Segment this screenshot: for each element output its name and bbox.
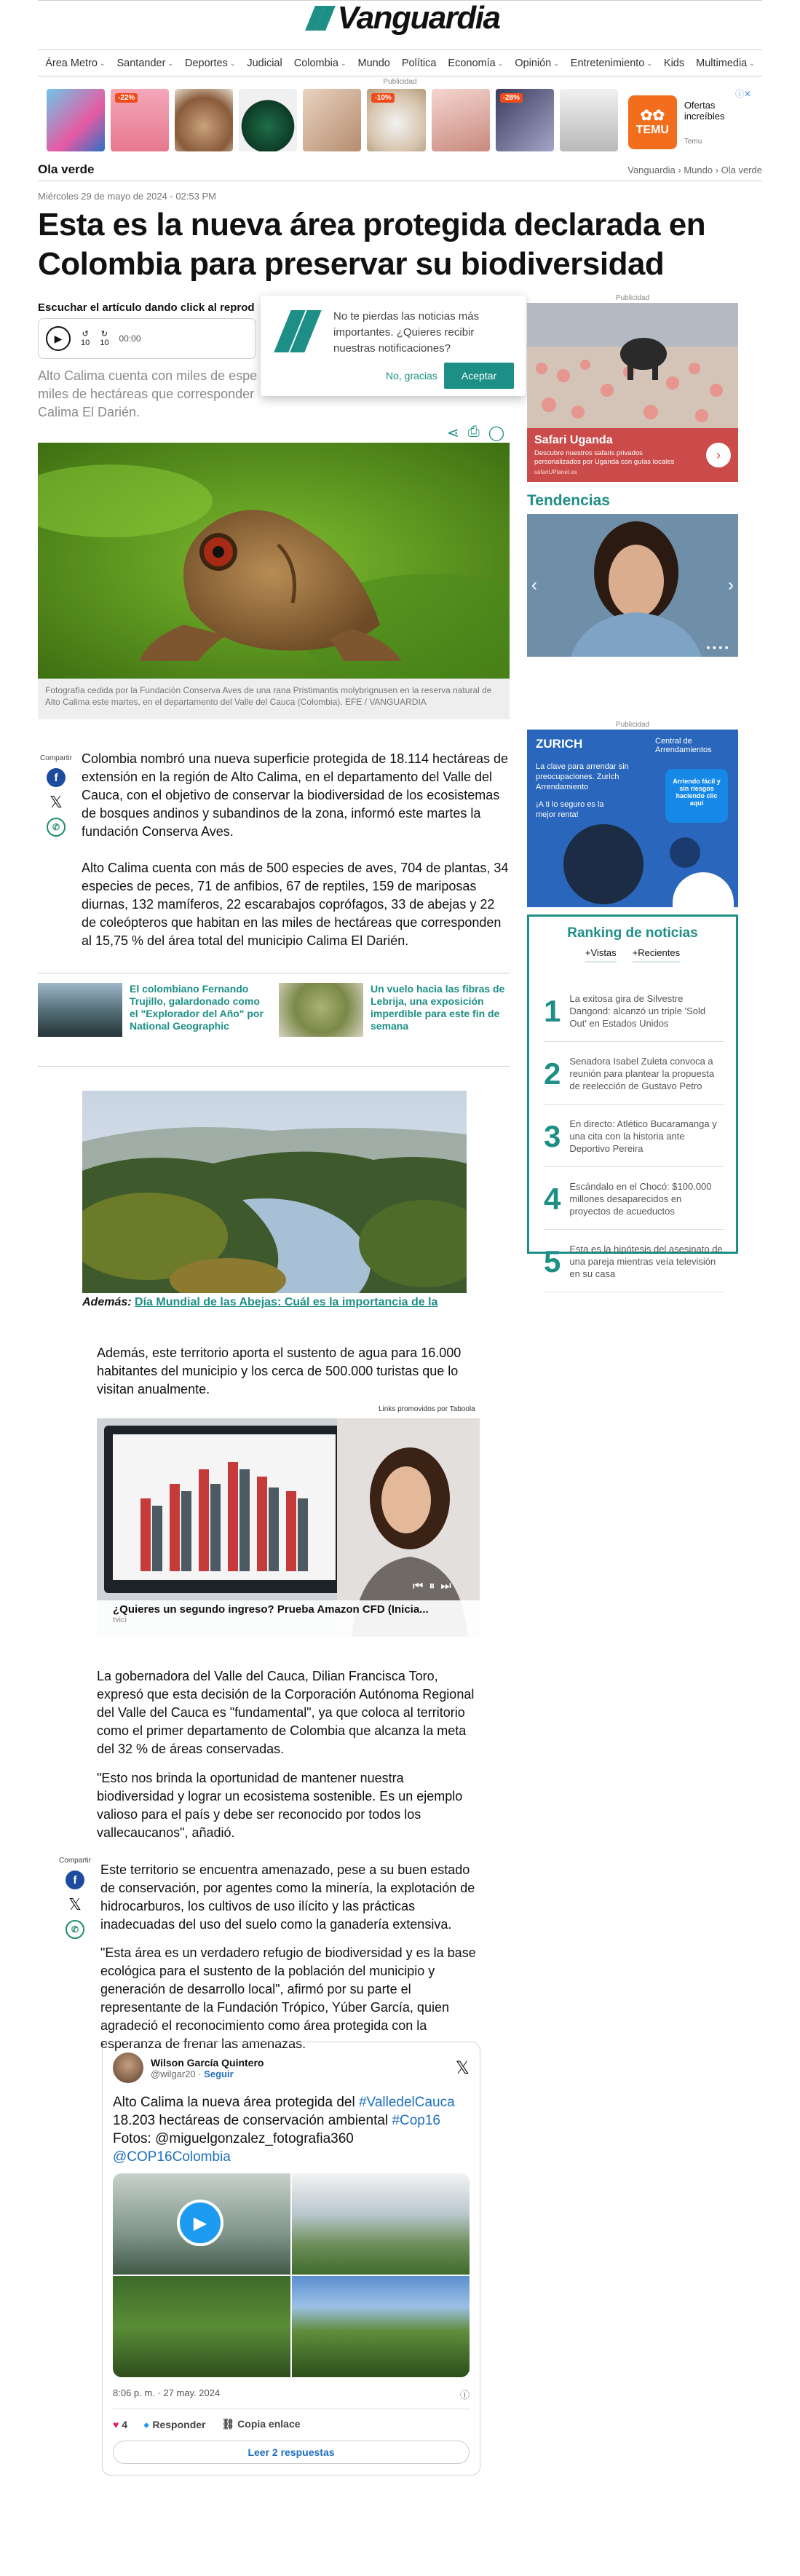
carousel-prev-icon[interactable]: ‹ — [531, 575, 537, 595]
carousel-dots[interactable]: ●●●● — [706, 644, 731, 651]
hashtag-link[interactable]: #Cop16 — [392, 2113, 440, 2128]
read-replies-button[interactable]: Leer 2 respuestas — [113, 2441, 470, 2464]
info-icon[interactable]: ⓘ — [459, 2390, 470, 2401]
zurich-decoration — [670, 837, 700, 868]
article-title: Esta es la nueva área protegida declarada en Colombia para preservar su biodiversidad — [38, 207, 706, 282]
ad-product-image[interactable] — [239, 89, 297, 151]
trends-carousel[interactable] — [527, 514, 738, 657]
ranking-number: 1 — [544, 993, 561, 1028]
share-column — [40, 754, 72, 837]
promo-title[interactable]: ¿Quieres un segundo ingreso? Prueba Amazon CFD (Inicia... — [113, 1603, 429, 1616]
ad-brand-sub: Temu — [684, 137, 702, 146]
chevron-down-icon: ⌄ — [340, 59, 346, 67]
ranking-number: 5 — [544, 1244, 561, 1279]
adchoices-icon[interactable]: ⓘ✕ — [735, 89, 752, 99]
nav-item[interactable]: Judicial — [247, 58, 282, 69]
nav-item[interactable]: Opinión ⌄ — [515, 58, 559, 69]
promoted-video[interactable] — [97, 1418, 480, 1637]
ademas-link[interactable]: Día Mundial de las Abejas: Cuál es la importancia de la — [135, 1296, 438, 1308]
link-icon: ⛓ — [221, 2418, 235, 2430]
ranking-item[interactable] — [544, 1231, 724, 1292]
x-twitter-icon[interactable]: 𝕏 — [68, 1895, 82, 1913]
tweet-time[interactable]: 8:06 p. m. · 27 may. 2024 — [113, 2387, 221, 2398]
zurich-decoration — [673, 872, 734, 907]
main-photo — [38, 443, 510, 679]
discount-badge: -10% — [371, 93, 394, 103]
facebook-icon[interactable]: f — [66, 1870, 84, 1889]
zurich-cta: ¡A ti lo seguro es la mejor renta! — [536, 800, 604, 819]
rewind-10-button[interactable]: ↺ 10 — [81, 329, 90, 347]
paragraph: Además, este territorio aporta el sustento de agua para 16.000 habitantes del municipio y los cerca de 500.000 turistas que lo visitan anualmente. — [97, 1346, 462, 1396]
paragraph: La gobernadora del Valle del Cauca, Dilian Francisca Toro, expresó que esta decisión de la Corporación Autónoma Regional del Valle del Cauca es "fundamental", ya que coloca al territorio como el primer departamento de Colombia que alcanza la meta del 32 % de áreas conservadas. — [97, 1669, 475, 1756]
safari-url: safariUPlanet.es — [534, 469, 577, 475]
article-date: Miércoles 29 de mayo de 2024 - 02:53 PM — [38, 191, 216, 202]
ad-label: Publicidad — [383, 78, 417, 86]
player-time: 00:00 — [119, 333, 141, 344]
nav-item[interactable]: Política — [401, 58, 437, 69]
news-ranking — [527, 914, 738, 1279]
ademas-line — [82, 1296, 467, 1309]
ranking-item[interactable] — [544, 1169, 724, 1230]
popup-text: No te pierdas las noticias más importantes. ¿Quieres recibir nuestras notificaciones? — [333, 310, 480, 355]
ad-product-image[interactable] — [432, 89, 490, 151]
chevron-down-icon: ⌄ — [99, 59, 106, 67]
section-title[interactable]: Ola verde — [38, 162, 95, 176]
zurich-photo — [563, 824, 643, 904]
audio-player — [38, 318, 256, 359]
related-thumbnail[interactable] — [38, 983, 122, 1037]
ranking-number: 2 — [544, 1056, 561, 1091]
ranking-headline[interactable]: Escándalo en el Chocó: $100.000 millones desaparecidos en proyectos de acueductos — [569, 1181, 712, 1217]
promo-source: tvici — [113, 1616, 127, 1624]
share-label: Compartir — [40, 754, 72, 762]
accept-button[interactable]: Aceptar — [444, 363, 514, 389]
share-column — [59, 1857, 91, 1939]
zurich-ad[interactable] — [527, 730, 738, 907]
carousel-next-icon[interactable]: › — [728, 575, 734, 595]
ranking-item[interactable] — [544, 981, 724, 1042]
site-logo[interactable] — [288, 0, 520, 36]
ranking-headline[interactable]: La exitosa gira de Silvestre Dangond: alcanzó un triple 'Sold Out' en Estados Unidos — [569, 993, 706, 1029]
ad-product-image[interactable] — [47, 89, 105, 151]
ad-product-image[interactable] — [496, 89, 554, 151]
discount-badge: -22% — [115, 93, 138, 103]
breadcrumb[interactable]: Vanguardia › Mundo › Ola verde — [627, 164, 762, 175]
logo-text: Vanguardia — [337, 0, 500, 36]
ad-image[interactable] — [82, 1091, 467, 1293]
embedded-tweet: Wilson García Quintero @wilgar20 · Seguir 𝕏 Alto Calima la nueva área protegida del #ValledelCauca 18.203 hectáreas de conservación ambiental #Cop16 Fotos: @miguelgonzalez_fotografia360 @COP16Colombia ▶ 8:06 p. m. · 27 may. 2024 ⓘ ♥ 4 ● Responder ⛓ Copia enlace Leer 2 respuestas — [102, 2042, 480, 2476]
nav-item[interactable]: Multimedia ⌄ — [696, 58, 755, 69]
hashtag-link[interactable]: #ValledelCauca — [358, 2095, 455, 2110]
heart-icon: ♥ — [113, 2418, 119, 2430]
ranking-title: Ranking de noticias — [567, 925, 698, 941]
nav-item[interactable]: Economía ⌄ — [448, 58, 504, 69]
ranking-headline[interactable]: En directo: Atlético Bucaramanga y una cita con la historia ante Deportivo Pereira — [569, 1118, 717, 1154]
reply-button[interactable]: ● Responder — [143, 2418, 206, 2430]
zurich-bubble[interactable]: Arriendo fácil y sin riesgos haciendo clic aquí — [665, 769, 728, 823]
paragraph: Este territorio se encuentra amenazado, pese a su buen estado de conservación, por agentes como la minería, la explotación de hidrocarburos, los cultivos de uso ilícito y las prácticas inadecuadas del uso del suelo como la ganadería extensiva. — [100, 1862, 475, 1932]
chevron-down-icon: ⌄ — [497, 59, 504, 67]
paragraph: "Esto nos brinda la oportunidad de mantener nuestra biodiversidad y lograr un ecosistema sostenible. Es un ejemplo valioso para el país y debe ser reconocido por todos los vallecaucanos", añadió. — [97, 1771, 463, 1840]
ad-product-image[interactable] — [367, 89, 425, 151]
ranking-item[interactable] — [544, 1043, 724, 1105]
chevron-down-icon: ⌄ — [646, 59, 652, 67]
article-lead: Alto Calima cuenta con miles de espe miles de hectáreas que corresponder Calima El Darién. — [38, 368, 258, 419]
mention-link[interactable]: @COP16Colombia — [113, 2149, 231, 2165]
ad-product-image[interactable] — [175, 89, 233, 151]
nav-item[interactable]: Deportes ⌄ — [184, 58, 236, 69]
ranking-item[interactable] — [544, 1106, 724, 1167]
listen-label: Escuchar el artículo dando click al reprod — [38, 301, 255, 314]
ad-label: Publicidad — [615, 721, 650, 729]
avatar[interactable] — [113, 2052, 143, 2083]
paragraph: Colombia nombró una nueva superficie protegida de 18.114 hectáreas de extensión en la región de Alto Calima, en el departamento del Valle del Cauca, con el objetivo de conservar la biodiversidad de los ecosistemas de bosques andinos y subandinos de la zona, informó este martes la fundación Conserva Aves. — [82, 751, 509, 839]
safari-ad[interactable] — [527, 303, 738, 482]
related-item[interactable] — [279, 974, 510, 1060]
tweet-text: Alto Calima la nueva área protegida del #ValledelCauca 18.203 hectáreas de conservación ambiental #Cop16 Fotos: @miguelgonzalez_fotografia360 @COP16Colombia — [113, 2095, 455, 2165]
like-button[interactable]: ♥ 4 — [113, 2418, 127, 2430]
tweet-photo[interactable] — [292, 2276, 470, 2377]
logo-mark-icon — [309, 4, 333, 32]
nav-item[interactable]: Kids — [663, 58, 685, 69]
related-item[interactable] — [38, 974, 269, 1060]
chevron-down-icon: ⌄ — [229, 59, 236, 67]
chevron-down-icon: ⌄ — [749, 59, 755, 67]
share-icon[interactable]: ⋖ — [447, 425, 459, 441]
print-icon[interactable]: ⎙ — [467, 424, 480, 440]
nav-item[interactable]: Colombia ⌄ — [293, 58, 346, 69]
ademas-label: Además: — [82, 1296, 132, 1308]
play-icon[interactable]: ▶ — [46, 326, 71, 351]
ranking-number: 4 — [544, 1181, 561, 1216]
facebook-icon[interactable]: f — [47, 768, 66, 787]
x-logo-icon[interactable]: 𝕏 — [455, 2058, 470, 2078]
related-thumbnail[interactable] — [279, 983, 363, 1037]
zurich-partner: Central de Arrendamientos — [655, 737, 712, 754]
zurich-brand: ZURICH — [536, 737, 583, 751]
ranking-number: 3 — [544, 1118, 561, 1153]
nav-item[interactable]: Mundo — [357, 58, 390, 69]
tweet-video[interactable] — [113, 2173, 290, 2275]
tweet-media[interactable] — [113, 2173, 470, 2377]
forward-10-button[interactable]: ↻ 10 — [100, 329, 109, 347]
whatsapp-icon[interactable]: ✆ — [66, 1920, 84, 1939]
reply-icon: ● — [143, 2418, 150, 2430]
ad-label: Publicidad — [615, 294, 650, 302]
chevron-down-icon: ⌄ — [553, 59, 559, 67]
tweet-photo[interactable] — [292, 2173, 470, 2275]
whatsapp-icon[interactable]: ✆ — [47, 818, 66, 837]
ad-product-image[interactable] — [303, 89, 361, 151]
article-tools — [447, 424, 504, 442]
trends-title: Tendencias — [527, 492, 610, 509]
paragraph: Alto Calima cuenta con más de 500 especies de aves, 704 de plantas, 34 especies de peces, 71 de anfibios, 67 de reptiles, 159 de mariposas diurnas, 132 mamíferos, 22 escarabajos coprófagos, 33 de abejas y 22 de coleópteros que habitan en las miles de hectáreas que corresponden al 15,75 % del área total del municipio Calima El Darién. — [82, 861, 509, 948]
nav-item[interactable]: Área Metro ⌄ — [45, 58, 106, 69]
decline-button[interactable]: No, gracias — [386, 370, 437, 382]
chevron-right-icon[interactable]: › — [706, 443, 731, 467]
ranking-headline[interactable]: Esta es la hipótesis del asesinato de una pareja mientras veía televisión en su casa — [569, 1244, 723, 1279]
taboola-label[interactable]: Links promovidos por Taboola — [379, 1405, 475, 1413]
notification-popup — [261, 296, 526, 396]
tab-most-viewed[interactable]: +Vistas — [585, 947, 617, 963]
photo-caption: Fotografía cedida por la Fundación Conserva Aves de una rana Pristimantis molybrignusen en la reserva natural de Alto Calima este martes, en el departamento del Valle del Cauca (Colombia). EFE / VANGUARDIA — [38, 679, 510, 719]
chevron-down-icon: ⌄ — [167, 59, 173, 67]
vanguardia-mark-icon — [280, 310, 319, 354]
paragraph: "Esta área es un verdadero refugio de biodiversidad y es la base ecológica para el sustento de la población del municipio y generación de desarrollo local", afirmó por su parte el representante de la Fundación Trópico, Yúber García, quien agradeció el reconocimiento como área protegida con la esperanza de frenar las amenazas. — [100, 1945, 476, 2051]
video-controls[interactable]: ⏮⏸⏭ — [413, 1580, 457, 1592]
tweet-handle[interactable]: @wilgar20 — [151, 2068, 196, 2079]
discount-badge: -28% — [500, 93, 523, 103]
nav-item[interactable]: Santander ⌄ — [116, 58, 173, 69]
safari-title[interactable]: Safari Uganda — [534, 434, 613, 446]
follow-button[interactable]: Seguir — [204, 2068, 234, 2079]
zurich-text: La clave para arrendar sin preocupaciones. Zurich Arrendamiento — [536, 762, 629, 791]
copy-link-button[interactable]: ⛓ Copia enlace — [221, 2418, 301, 2430]
related-title[interactable]: El colombiano Fernando Trujillo, galardonado como el "Explorador del Año" por National Geographic — [130, 983, 264, 1032]
nav-item[interactable]: Entretenimiento ⌄ — [570, 58, 652, 69]
related-articles — [38, 974, 510, 1060]
comment-icon[interactable]: ◯ — [488, 425, 505, 441]
ad-product-image[interactable] — [560, 89, 618, 151]
tweet-photo[interactable] — [113, 2276, 290, 2377]
temu-ad-banner[interactable] — [47, 89, 751, 156]
tab-most-recent[interactable]: +Recientes — [633, 947, 680, 963]
x-twitter-icon[interactable]: 𝕏 — [49, 793, 63, 811]
ad-tagline: Ofertas increíbles — [684, 99, 725, 122]
related-title[interactable]: Un vuelo hacia las fibras de Lebrija, una exposición imperdible para este fin de semana — [371, 983, 505, 1032]
play-icon[interactable]: ▶ — [177, 2200, 223, 2246]
share-label: Compartir — [59, 1857, 91, 1865]
main-nav — [38, 52, 762, 74]
ranking-headline[interactable]: Senadora Isabel Zuleta convoca a reunión para plantear la propuesta de reelección de Gustavo Petro — [569, 1056, 715, 1091]
safari-text: Descubre nuestros safaris privados personalizados por Uganda con guías locales — [534, 449, 675, 466]
temu-logo[interactable]: ✿✿ TEMU — [628, 95, 677, 149]
tweet-author[interactable]: Wilson García Quintero — [151, 2056, 264, 2069]
ad-product-image[interactable] — [111, 89, 169, 151]
